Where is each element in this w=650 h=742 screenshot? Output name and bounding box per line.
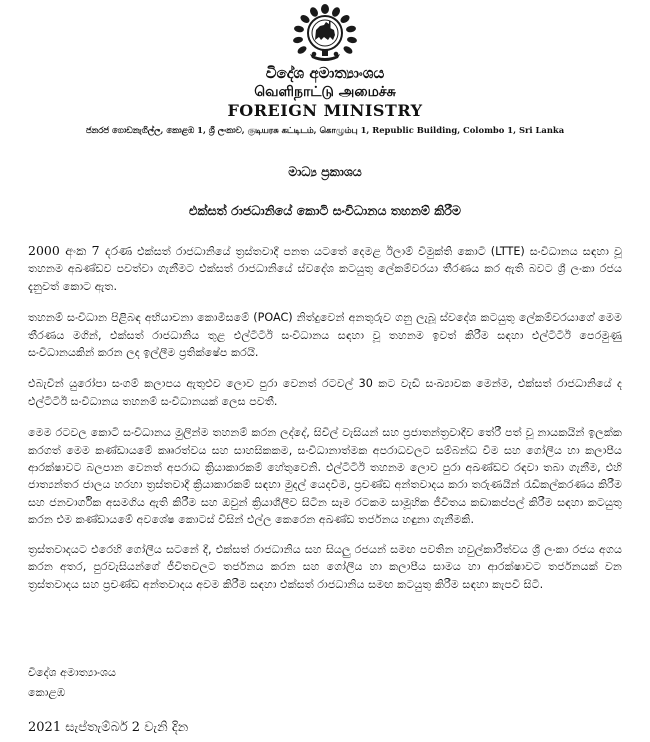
signature-city: කොළඹ [28,686,66,699]
document-title: එක්සත් රාජධානියේ කොටි සංවිධානය තහනම් කිරීම [189,203,461,218]
letterhead-name-english: FOREIGN MINISTRY [227,101,423,120]
paragraph-text: මෙම රටවල කොටි සංවිධානය මුලින්ම තහනම් කරන ලද්දේ, සිවිල් වැසියන් සහ ප්‍රජාතන්ත්‍රවාදීව තේරී පත් වූ නායකයින් ඉලක්ක කරගත් මෙම කණ්ඩායමේ කෲරත්වය සහ සාහසිකකම, සංවිධානාත්මක අපරාධවලට සම්බන්ධ වීම සහ ගෝලීය හා කලාපීය ආරක්ෂාවට බලපාන වෙනත් අපරාධ ක්‍රියාකාරකම් හේතුවෙනි. එල්ටීටීඊ තහනම ලොව පුරා අඛණ්ඩව රඳවා තබා ගැනීම, එහි ජාත්‍යන්තර ජාලය හරහා ත්‍රස්තවාදී ක්‍රියාකාරකම් සඳහා මුදල් යෙදවීම, ප්‍රචණ්ඩ අන්තවාදය කරා තරුණයින් රැඩිකල්කරණය කිරීම සහ ජනවාර්ගික අසමගිය ඇති කිරීම සහ ඔවුන් ක්‍රියාශීලීව සිටින සෑම රටකම සාමූහික ජීවිතය කඩාකප්පල් කිරීම සඳහා කටයුතු කරන එම කණ්ඩායමේ අවශේෂ කොටස් විසින් එල්ල කෙරෙන අඛණ්ඩ තර්ජනය හඳුනා ගැනීමකි. [28,426,622,527]
paragraph [28,424,622,528]
letterhead-name-sinhala: විදේශ අමාත්‍යාංශය [265,64,385,82]
letterhead-address: ජනරජ ගොඩනැගිල්ල, කොළඹ 1, ශ්‍රී ලංකාව, குடியரசு கட்டிடம், கொழும்பு 1, Republic Building, Colombo 1, Sri Lanka [85,125,565,135]
letterhead-name-tamil: வெளிநாட்டு அமைச்சு [254,84,396,100]
paragraph-text: ත්‍රස්තවාදයට එරෙහි ගෝලීය සටනේ දී, එක්සත් රාජධානිය සහ සියලු රජයන් සමඟ පවතින හවුල්කාරිත්වය ශ්‍රී ලංකා රජය අගය කරන අතර, පුරවැසියන්ගේ ජීවිතවලට තර්ජනය කරන සහ ගෝලීය හා කලාපීය සාමය හා ආරක්ෂාවට තර්ජනයක් වන ත්‍රස්තවාදය සහ ප්‍රචණ්ඩ අන්තවාදය අවම කිරීම සඳහා එක්සත් රාජධානිය සමඟ කටයුතු කිරීම සඳහා කැපවී සිටී. [28,542,622,591]
document-type-heading: මාධ්‍ය ප්‍රකාශය [288,164,362,179]
signature-ministry: විදේශ අමාත්‍යාංශය [28,666,117,679]
paragraph [28,242,622,295]
paragraph [28,541,622,593]
state-emblem-icon [286,4,364,62]
paragraph [28,375,622,410]
paragraph-text: එබැවින් යුරෝපා සංගම් කලාපය ඇතුළුව ලොව පුරා වෙනත් රටවල් 30 කට වැඩි සංඛ්‍යාවක මෙන්ම, එක්සත් රාජධානියේ ද එල්ටීටීඊ සංවිධානය තහනම් සංවිධානයක් ලෙස පවතී. [28,377,622,408]
document-body [28,242,622,607]
paragraph [28,309,622,361]
paragraph-lead: 2000 අංක 7 දරණ [28,243,133,258]
document-date: 2021 සැප්තැම්බර් 2 වැනි දින [28,720,189,735]
paragraph-text: එක්සත් රාජධානියේ ත්‍රස්තවාදී පනත යටතේ දෙමළ ඊලාම් විමුක්ති කොටි (LTTE) සංවිධානය සඳහා වූ තහනම අඛණ්ඩව පවත්වා ගැනීමට එක්සත් රාජධානියේ ස්වදේශ කටයුතු ලේකම්වරයා තීරණය කර ඇති බවට ශ්‍රී ලංකා රජය දැනුවත් කොට ඇත. [28,245,622,293]
paragraph-text: තහනම් සංවිධාන පිළිබඳ අභියාචනා කොමිසමේ (POAC) නිත්දුවෙන් අනතුරුව ගනු ලැබූ ස්වදේශ කටයුතු ලේකම්වරයාගේ මෙම තීරණය මගින්, එක්සත් රාජධානිය තුළ එල්ටීටීඊ සංවිධානය සඳහා වූ තහනම ඉවත් කිරීම සඳහා එල්ටීටීඊ පෙරමුණු සංවිධානයකින් කරන ලද ඉල්ලීම ප්‍රතික්ෂේප කරයි. [28,311,622,360]
letterhead [0,0,650,150]
